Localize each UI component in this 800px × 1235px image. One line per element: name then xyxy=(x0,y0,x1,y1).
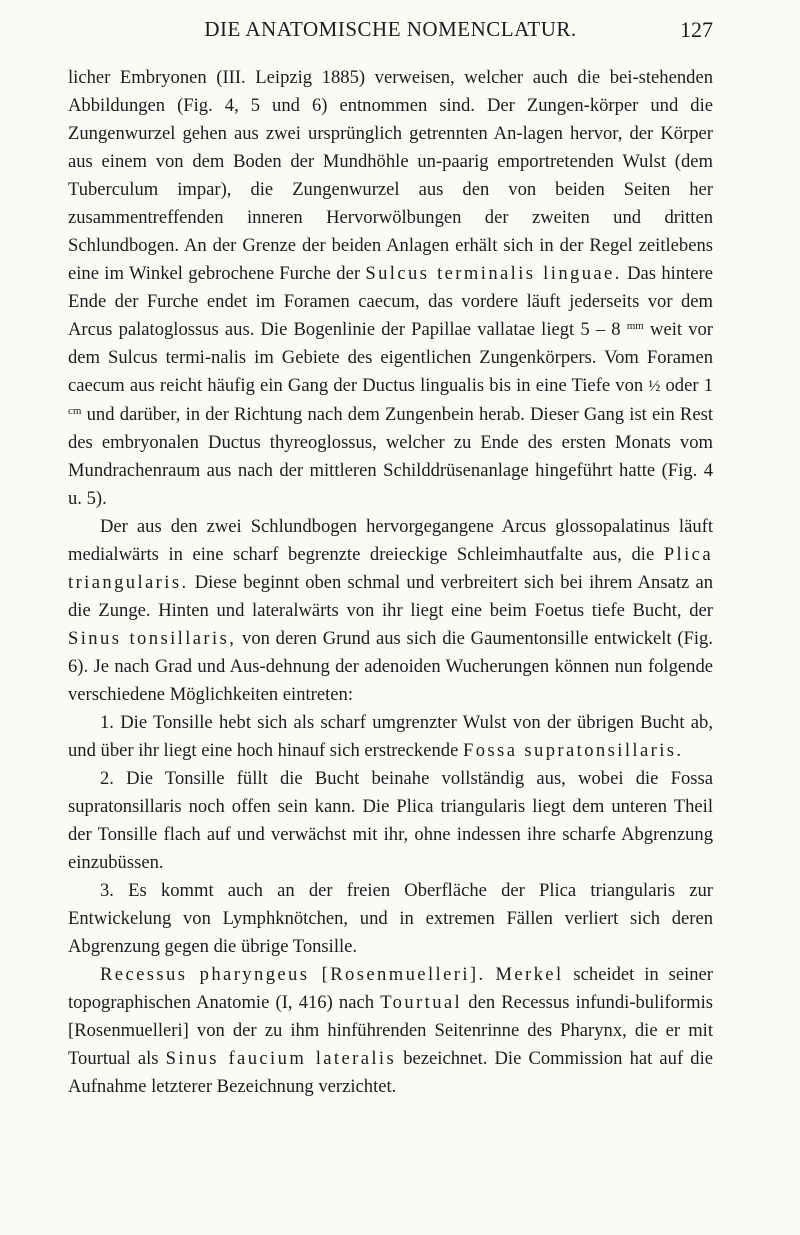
term-plica-triangularis: Plica triangularis. xyxy=(68,544,713,593)
list-item-2: 2. Die Tonsille füllt die Bucht beinahe vollständig aus, wobei die Fossa supratonsillaris noch offen sein kann. Die Plica triangularis liegt dem unteren Theil der Tonsille flach auf und verwächst mit ihr, ohne indessen ihre scharfe Abgrenzung einzubüssen. xyxy=(68,768,713,873)
term-sinus-faucium-lateralis: Sinus faucium lateralis xyxy=(165,1048,397,1069)
term-recessus-pharyngeus: Recessus pharyngeus [Rosenmuelleri]. xyxy=(100,964,486,985)
page-number: 127 xyxy=(680,17,713,42)
list-item-3: 3. Es kommt auch an der freien Oberfläche der Plica triangularis zur Entwickelung von Lymphknötchen, und in extremen Fällen verliert sich deren Abgrenzung gegen die übrige Tonsille. xyxy=(68,880,713,957)
paragraph-recessus: Recessus pharyngeus [Rosenmuelleri]. Merkel scheidet in seiner topographischen Anatomie (I, 416) nach Tourtual den Recessus infundi-buliformis [Rosenmuelleri] von der zu ihm hinführenden Seitenrinne des Pharynx, die er mit Tourtual als Sinus faucium lateralis bezeichnet. Die Commission hat auf die Aufnahme letzterer Bezeichnung verzichtet. xyxy=(68,964,713,1097)
fraction-half: ½ xyxy=(648,378,661,395)
author-tourtual: Tourtual xyxy=(380,992,463,1013)
body-text xyxy=(68,64,713,1101)
term-fossa-supratonsillaris: Fossa supratonsillaris. xyxy=(462,740,684,761)
page-header xyxy=(68,17,713,51)
paragraph-1: licher Embryonen (III. Leipzig 1885) verweisen, welcher auch die bei-stehenden Abbildungen (Fig. 4, 5 und 6) entnommen sind. Der Zungen-körper und die Zungenwurzel gehen aus zwei ursprünglich getrennten An-lagen hervor, der Körper aus einem von dem Boden der Mundhöhle un-paarig emportretenden Wulst (dem Tuberculum impar), die Zungenwurzel aus den von beiden Seiten her zusammentreffenden inneren Hervorwölbungen der zweiten und dritten Schlundbogen. An der Grenze der beiden Anlagen erhält sich in der Regel zeitlebens eine im Winkel gebrochene Furche der Sulcus terminalis linguae. Das hintere Ende der Furche endet im Foramen caecum, das vordere läuft jederseits vor dem Arcus palatoglossus aus. Die Bogenlinie der Papillae vallatae liegt 5 – 8 $^{mm}$ weit vor dem Sulcus termi-nalis im Gebiete des eigentlichen Zungenkörpers. Vom Foramen caecum aus reicht häufig ein Gang der Ductus lingualis bis in eine Tiefe von ½ oder 1 $^{cm}$ und darüber, in der Richtung nach dem Zungenbein herab. Dieser Gang ist ein Rest des embryonalen Ductus thyreoglossus, welcher zu Ende des ersten Monats vom Mundrachenraum aus nach der mittleren Schilddrüsenanlage hingeführt hatte (Fig. 4 u. 5). xyxy=(68,67,713,509)
running-title: DIE ANATOMISCHE NOMENCLATUR. xyxy=(204,17,577,41)
list-item-1: 1. Die Tonsille hebt sich als scharf umgrenzter Wulst von der übrigen Bucht ab, und über ihr liegt eine hoch hinauf sich erstreckende Fossa supratonsillaris. xyxy=(68,712,713,761)
unit-cm: cm xyxy=(68,405,82,417)
term-sulcus-terminalis: Sulcus terminalis linguae. xyxy=(365,263,622,284)
unit-mm: mm xyxy=(626,320,644,332)
paragraph-2: Der aus den zwei Schlundbogen hervorgegangene Arcus glossopalatinus läuft medialwärts in eine scharf begrenzte dreieckige Schleimhautfalte aus, die Plica triangularis. Diese beginnt oben schmal und verbreitert sich bei ihrem Ansatz an die Zunge. Hinten und lateralwärts von ihr liegt eine beim Foetus tiefe Bucht, der Sinus tonsillaris, von deren Grund aus sich die Gaumentonsille entwickelt (Fig. 6). Je nach Grad und Aus-dehnung der adenoiden Wucherungen können nun folgende verschiedene Möglichkeiten eintreten: xyxy=(68,516,713,705)
author-merkel: Merkel xyxy=(495,964,564,985)
term-sinus-tonsillaris: Sinus tonsillaris, xyxy=(68,628,237,649)
